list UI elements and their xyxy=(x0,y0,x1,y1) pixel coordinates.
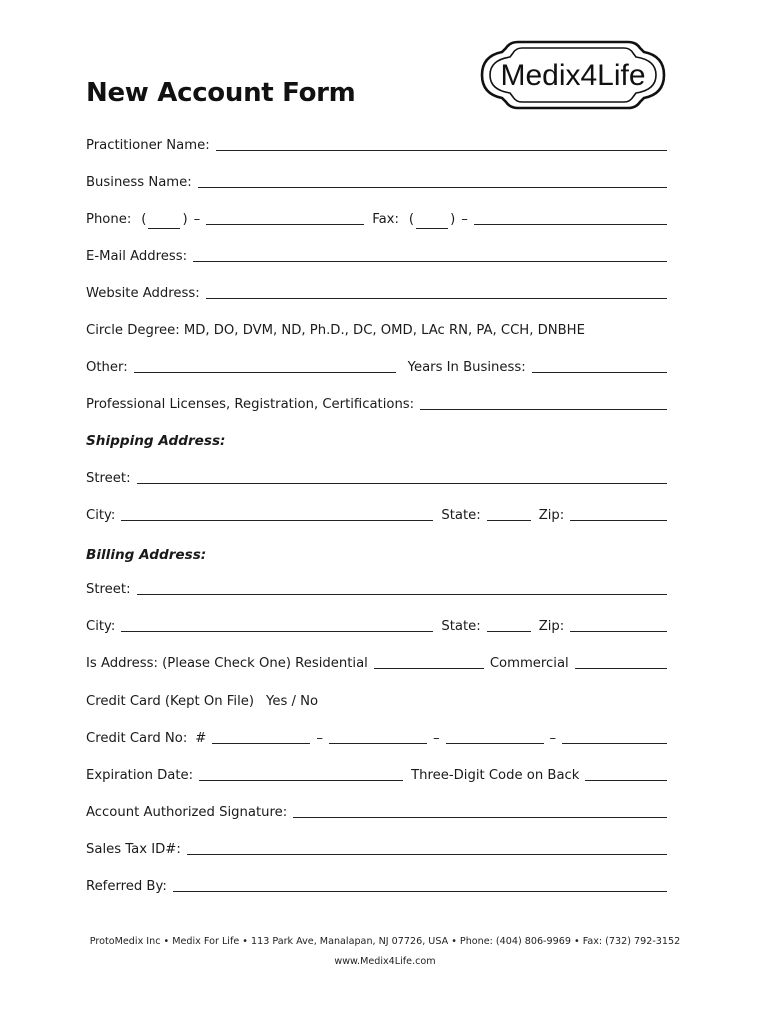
address-type-row xyxy=(86,651,667,673)
three-digit-code-field[interactable] xyxy=(585,764,667,781)
practitioner-name-field[interactable] xyxy=(216,134,667,151)
medix4life-logo xyxy=(478,38,668,112)
logo-text: Medix4Life xyxy=(500,59,646,92)
fax-number-field[interactable] xyxy=(474,208,667,225)
business-name-label: Business Name: xyxy=(86,175,192,190)
practitioner-name-label: Practitioner Name: xyxy=(86,138,210,153)
licenses-label: Professional Licenses, Registration, Certifications: xyxy=(86,397,415,412)
shipping-city-label: City: xyxy=(86,508,116,523)
billing-state-field[interactable] xyxy=(487,615,531,632)
licenses-row xyxy=(86,392,667,414)
email-field[interactable] xyxy=(193,245,667,262)
billing-street-label: Street: xyxy=(86,582,131,597)
fax-open-paren: ( xyxy=(408,212,415,227)
sales-tax-label: Sales Tax ID#: xyxy=(86,842,181,857)
referred-by-row xyxy=(86,874,667,896)
shipping-address-heading: Shipping Address: xyxy=(86,433,226,449)
expiration-row xyxy=(86,763,667,785)
footer-website-link[interactable]: www.Medix4Life.com xyxy=(334,956,436,967)
years-in-business-label: Years In Business: xyxy=(407,360,526,375)
account-signature-field[interactable] xyxy=(293,801,667,818)
fax-dash: – xyxy=(461,212,468,227)
billing-city-label: City: xyxy=(86,619,116,634)
shipping-zip-field[interactable] xyxy=(570,504,667,521)
account-signature-label: Account Authorized Signature: xyxy=(86,805,288,820)
shipping-heading-row xyxy=(86,429,667,451)
address-type-label: Is Address: (Please Check One) Residential xyxy=(86,656,368,671)
phone-close-paren: ) xyxy=(182,212,188,227)
fax-area-code-field[interactable] xyxy=(416,214,448,229)
business-name-field[interactable] xyxy=(198,171,667,188)
other-years-row xyxy=(86,355,667,377)
credit-card-file-row xyxy=(86,689,667,711)
years-in-business-field[interactable] xyxy=(532,356,667,373)
phone-area-code-field[interactable] xyxy=(148,214,180,229)
phone-number-field[interactable] xyxy=(206,208,364,225)
expiration-date-field[interactable] xyxy=(199,764,403,781)
credit-card-number-label: Credit Card No: xyxy=(86,731,188,746)
shipping-city-field[interactable] xyxy=(121,504,433,521)
credit-card-hash: # xyxy=(195,731,207,746)
billing-address-heading: Billing Address: xyxy=(86,547,207,563)
referred-by-label: Referred By: xyxy=(86,879,167,894)
shipping-zip-label: Zip: xyxy=(538,508,565,523)
degree-row xyxy=(86,318,667,340)
expiration-date-label: Expiration Date: xyxy=(86,768,194,783)
commercial-label: Commercial xyxy=(489,656,569,671)
shipping-street-row xyxy=(86,466,667,488)
email-label: E-Mail Address: xyxy=(86,249,188,264)
fax-label: Fax: xyxy=(372,212,399,227)
referred-by-field[interactable] xyxy=(173,875,667,892)
fax-close-paren: ) xyxy=(450,212,456,227)
sales-tax-row xyxy=(86,837,667,859)
credit-card-part-2-field[interactable] xyxy=(329,727,427,744)
billing-city-field[interactable] xyxy=(121,615,433,632)
yes-no-options[interactable]: Yes / No xyxy=(266,694,319,709)
billing-city-row xyxy=(86,614,667,636)
shipping-state-field[interactable] xyxy=(487,504,531,521)
shipping-state-label: State: xyxy=(441,508,481,523)
billing-zip-field[interactable] xyxy=(570,615,667,632)
phone-dash: – xyxy=(193,212,201,227)
shipping-city-row xyxy=(86,503,667,525)
website-label: Website Address: xyxy=(86,286,200,301)
sales-tax-field[interactable] xyxy=(187,838,667,855)
credit-card-part-1-field[interactable] xyxy=(212,727,310,744)
website-row xyxy=(86,281,667,303)
three-digit-code-label: Three-Digit Code on Back xyxy=(411,768,580,783)
billing-state-label: State: xyxy=(441,619,481,634)
residential-check-field[interactable] xyxy=(374,652,484,669)
credit-card-kept-on-file-label: Credit Card (Kept On File) xyxy=(86,694,255,709)
billing-street-row xyxy=(86,577,667,599)
billing-zip-label: Zip: xyxy=(538,619,565,634)
degree-options[interactable]: Circle Degree: MD, DO, DVM, ND, Ph.D., DC, OMD, LAc RN, PA, CCH, DNBHE xyxy=(86,323,585,338)
shipping-street-field[interactable] xyxy=(137,467,667,484)
licenses-field[interactable] xyxy=(420,393,667,410)
credit-card-dash-1: – xyxy=(316,731,323,746)
phone-label: Phone: xyxy=(86,212,132,227)
billing-heading-row xyxy=(86,543,667,565)
credit-card-part-3-field[interactable] xyxy=(446,727,544,744)
billing-street-field[interactable] xyxy=(137,578,667,595)
practitioner-name-row xyxy=(86,133,667,155)
commercial-check-field[interactable] xyxy=(575,652,667,669)
business-name-row xyxy=(86,170,667,192)
shipping-street-label: Street: xyxy=(86,471,131,486)
phone-fax-row xyxy=(86,207,667,229)
credit-card-dash-2: – xyxy=(432,731,440,746)
footer-address: ProtoMedix Inc • Medix For Life • 113 Park Ave, Manalapan, NJ 07726, USA • Phone: (404) 806-9969 • Fax: (732) 792-3152 xyxy=(89,936,681,947)
phone-open-paren: ( xyxy=(141,212,147,227)
other-field[interactable] xyxy=(134,356,396,373)
email-row xyxy=(86,244,667,266)
other-label: Other: xyxy=(86,360,128,375)
website-field[interactable] xyxy=(206,282,667,299)
signature-row xyxy=(86,800,667,822)
credit-card-part-4-field[interactable] xyxy=(562,727,667,744)
page-title: New Account Form xyxy=(86,78,356,108)
credit-card-number-row xyxy=(86,726,667,748)
credit-card-dash-3: – xyxy=(549,731,557,746)
